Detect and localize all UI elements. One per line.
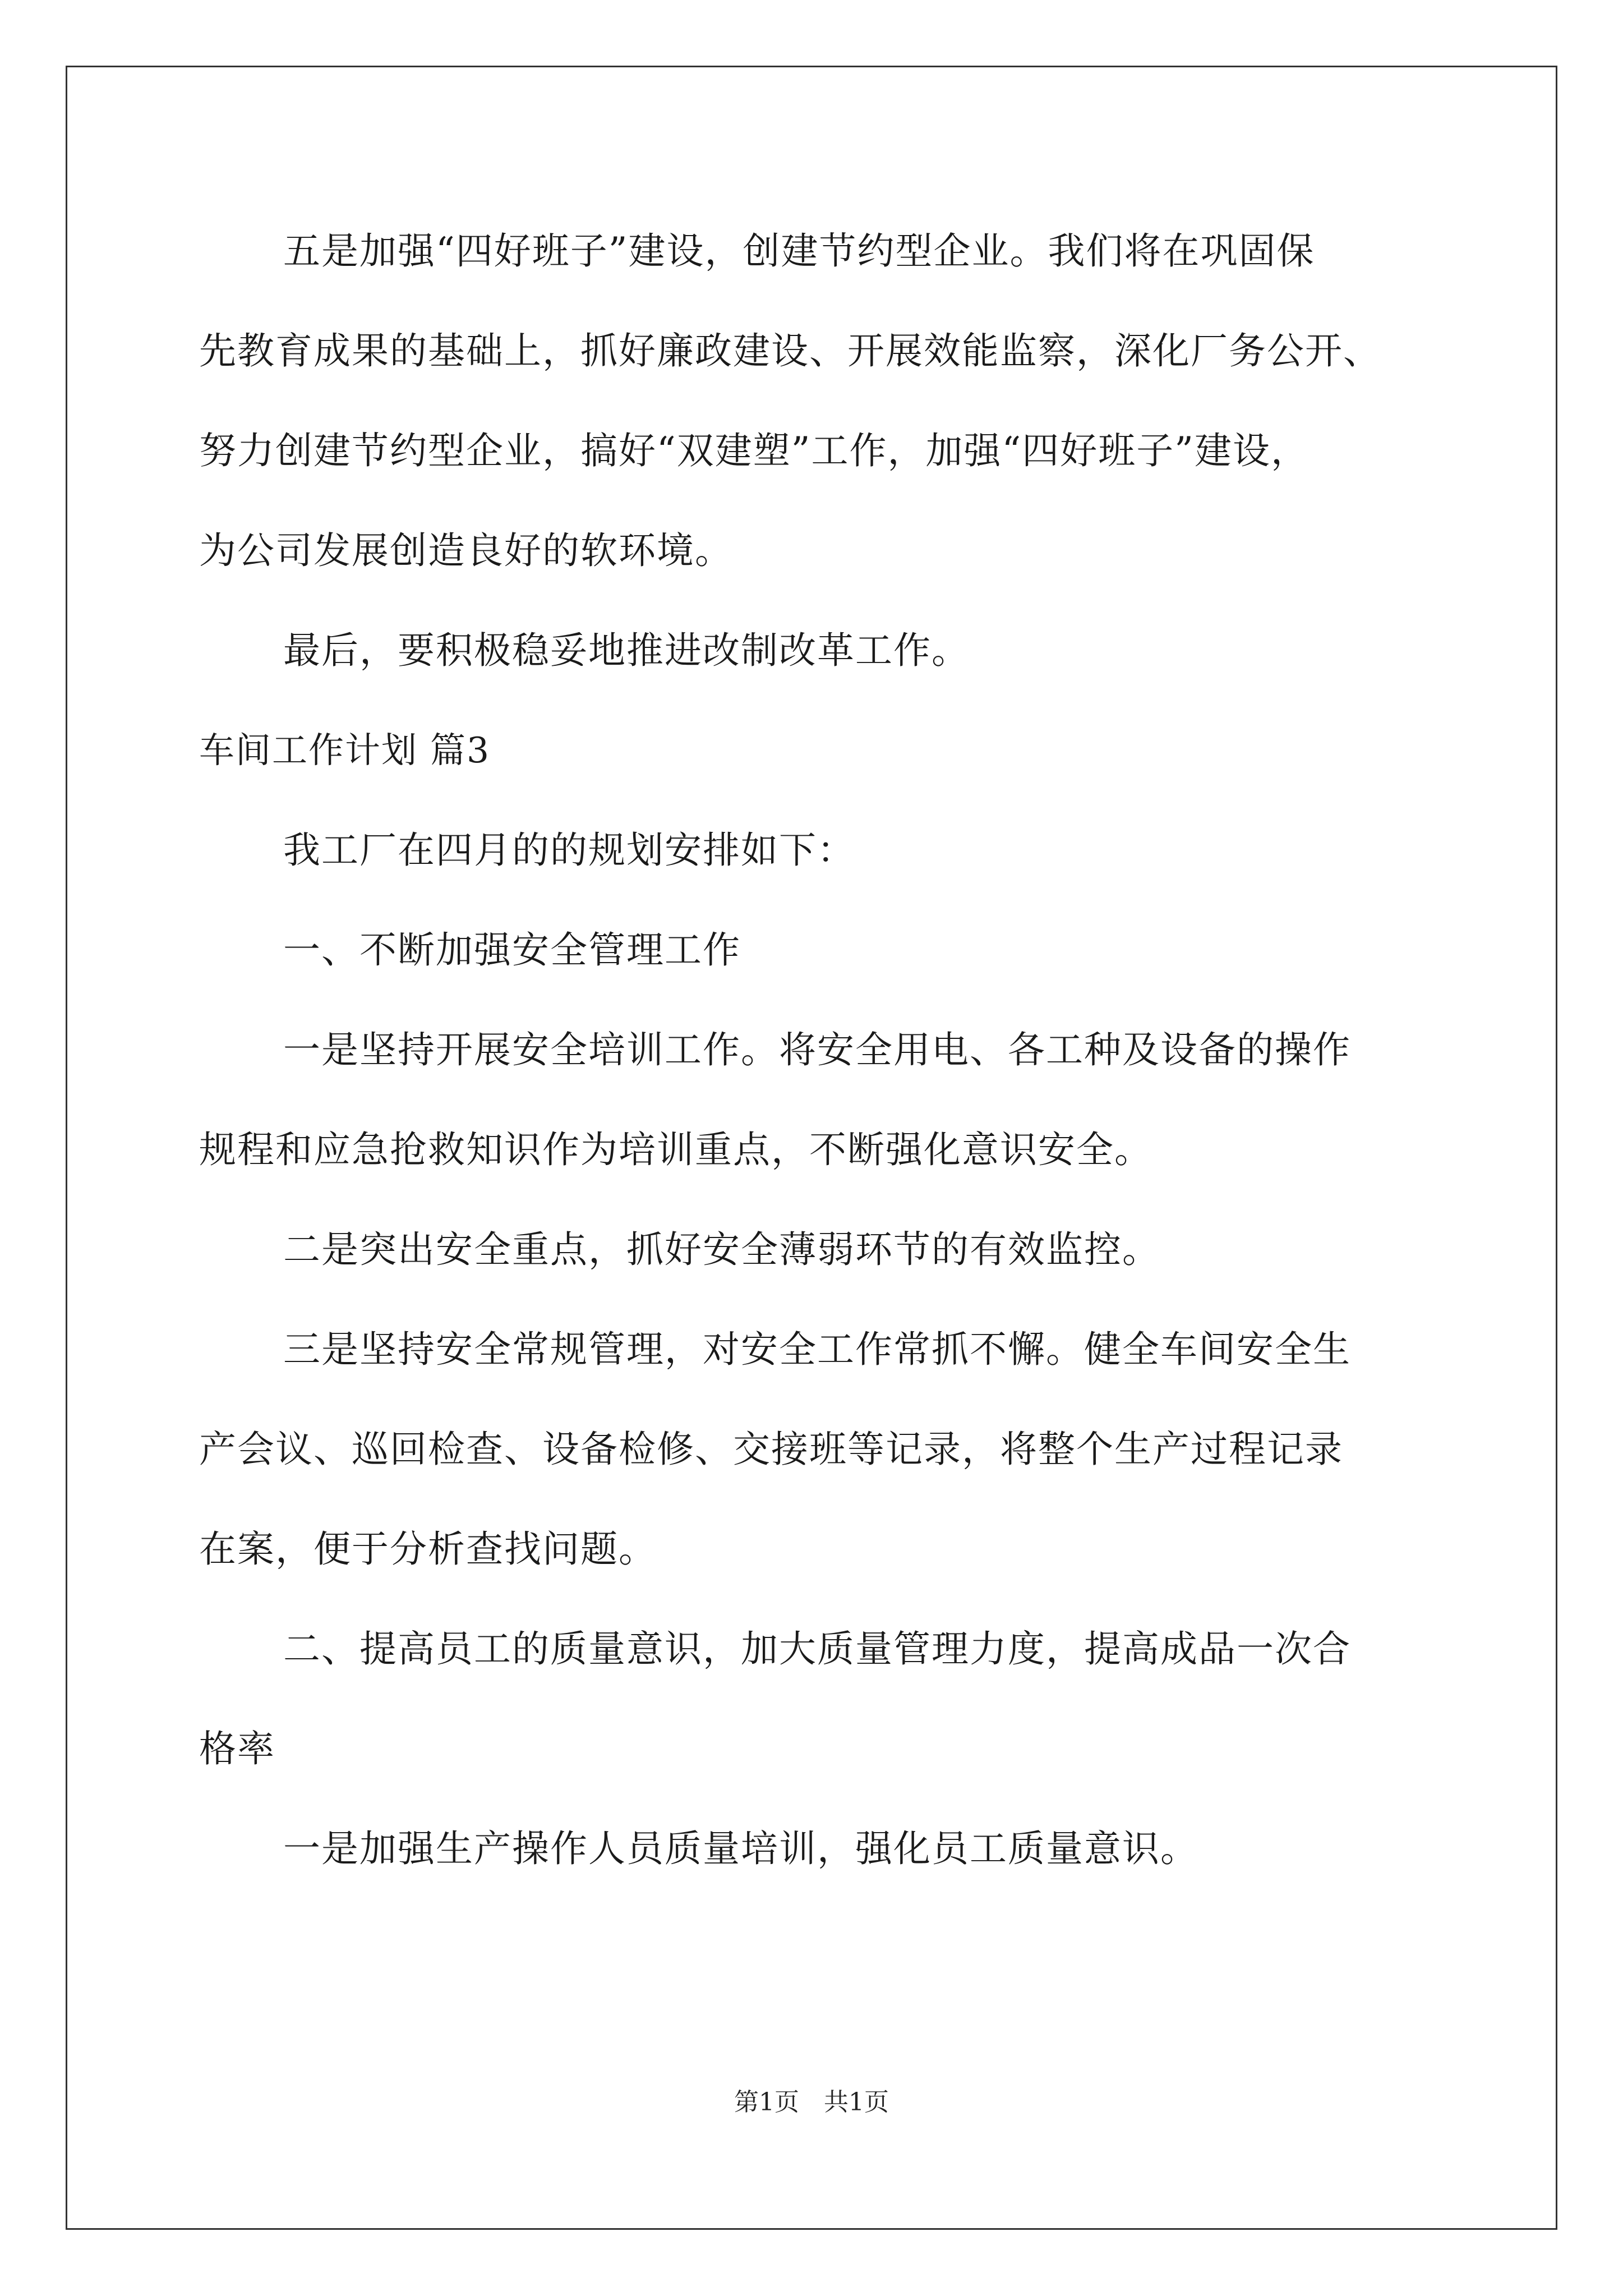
paragraph-line: 一、不断加强安全管理工作 [283, 928, 741, 972]
paragraph-line: 一是加强生产操作人员质量培训，强化员工质量意识。 [283, 1827, 1198, 1870]
paragraph-line: 为公司发展创造良好的软环境。 [199, 529, 733, 572]
paragraph-line: 五是加强“四好班子”建设，创建节约型企业。我们将在巩固保 [283, 229, 1315, 273]
paragraph-line: 在案，便于分析查找问题。 [199, 1527, 657, 1571]
paragraph-line: 二是突出安全重点，抓好安全薄弱环节的有效监控。 [283, 1228, 1160, 1271]
paragraph-line: 先教育成果的基础上，抓好廉政建设、开展效能监察，深化厂务公开、 [199, 329, 1381, 372]
paragraph-line: 规程和应急抢救知识作为培训重点，不断强化意识安全。 [199, 1128, 1152, 1171]
section-heading: 车间工作计划 篇3 [199, 730, 491, 771]
paragraph-line: 产会议、巡回检查、设备检修、交接班等记录，将整个生产过程记录 [199, 1428, 1343, 1471]
page-footer: 第1页 共1页 [734, 2088, 889, 2116]
paragraph-line: 一是坚持开展安全培训工作。将安全用电、各工种及设备的操作 [283, 1028, 1351, 1071]
paragraph-line: 我工厂在四月的的规划安排如下： [283, 829, 855, 872]
paragraph-line: 二、提高员工的质量意识，加大质量管理力度，提高成品一次合 [283, 1627, 1351, 1671]
paragraph-line: 三是坚持安全常规管理，对安全工作常抓不懈。健全车间安全生 [283, 1328, 1351, 1371]
paragraph-line: 努力创建节约型企业，搞好“双建塑”工作，加强“四好班子”建设， [199, 429, 1309, 472]
paragraph-line: 格率 [199, 1727, 275, 1770]
paragraph-line: 最后，要积极稳妥地推进改制改革工作。 [283, 629, 970, 672]
